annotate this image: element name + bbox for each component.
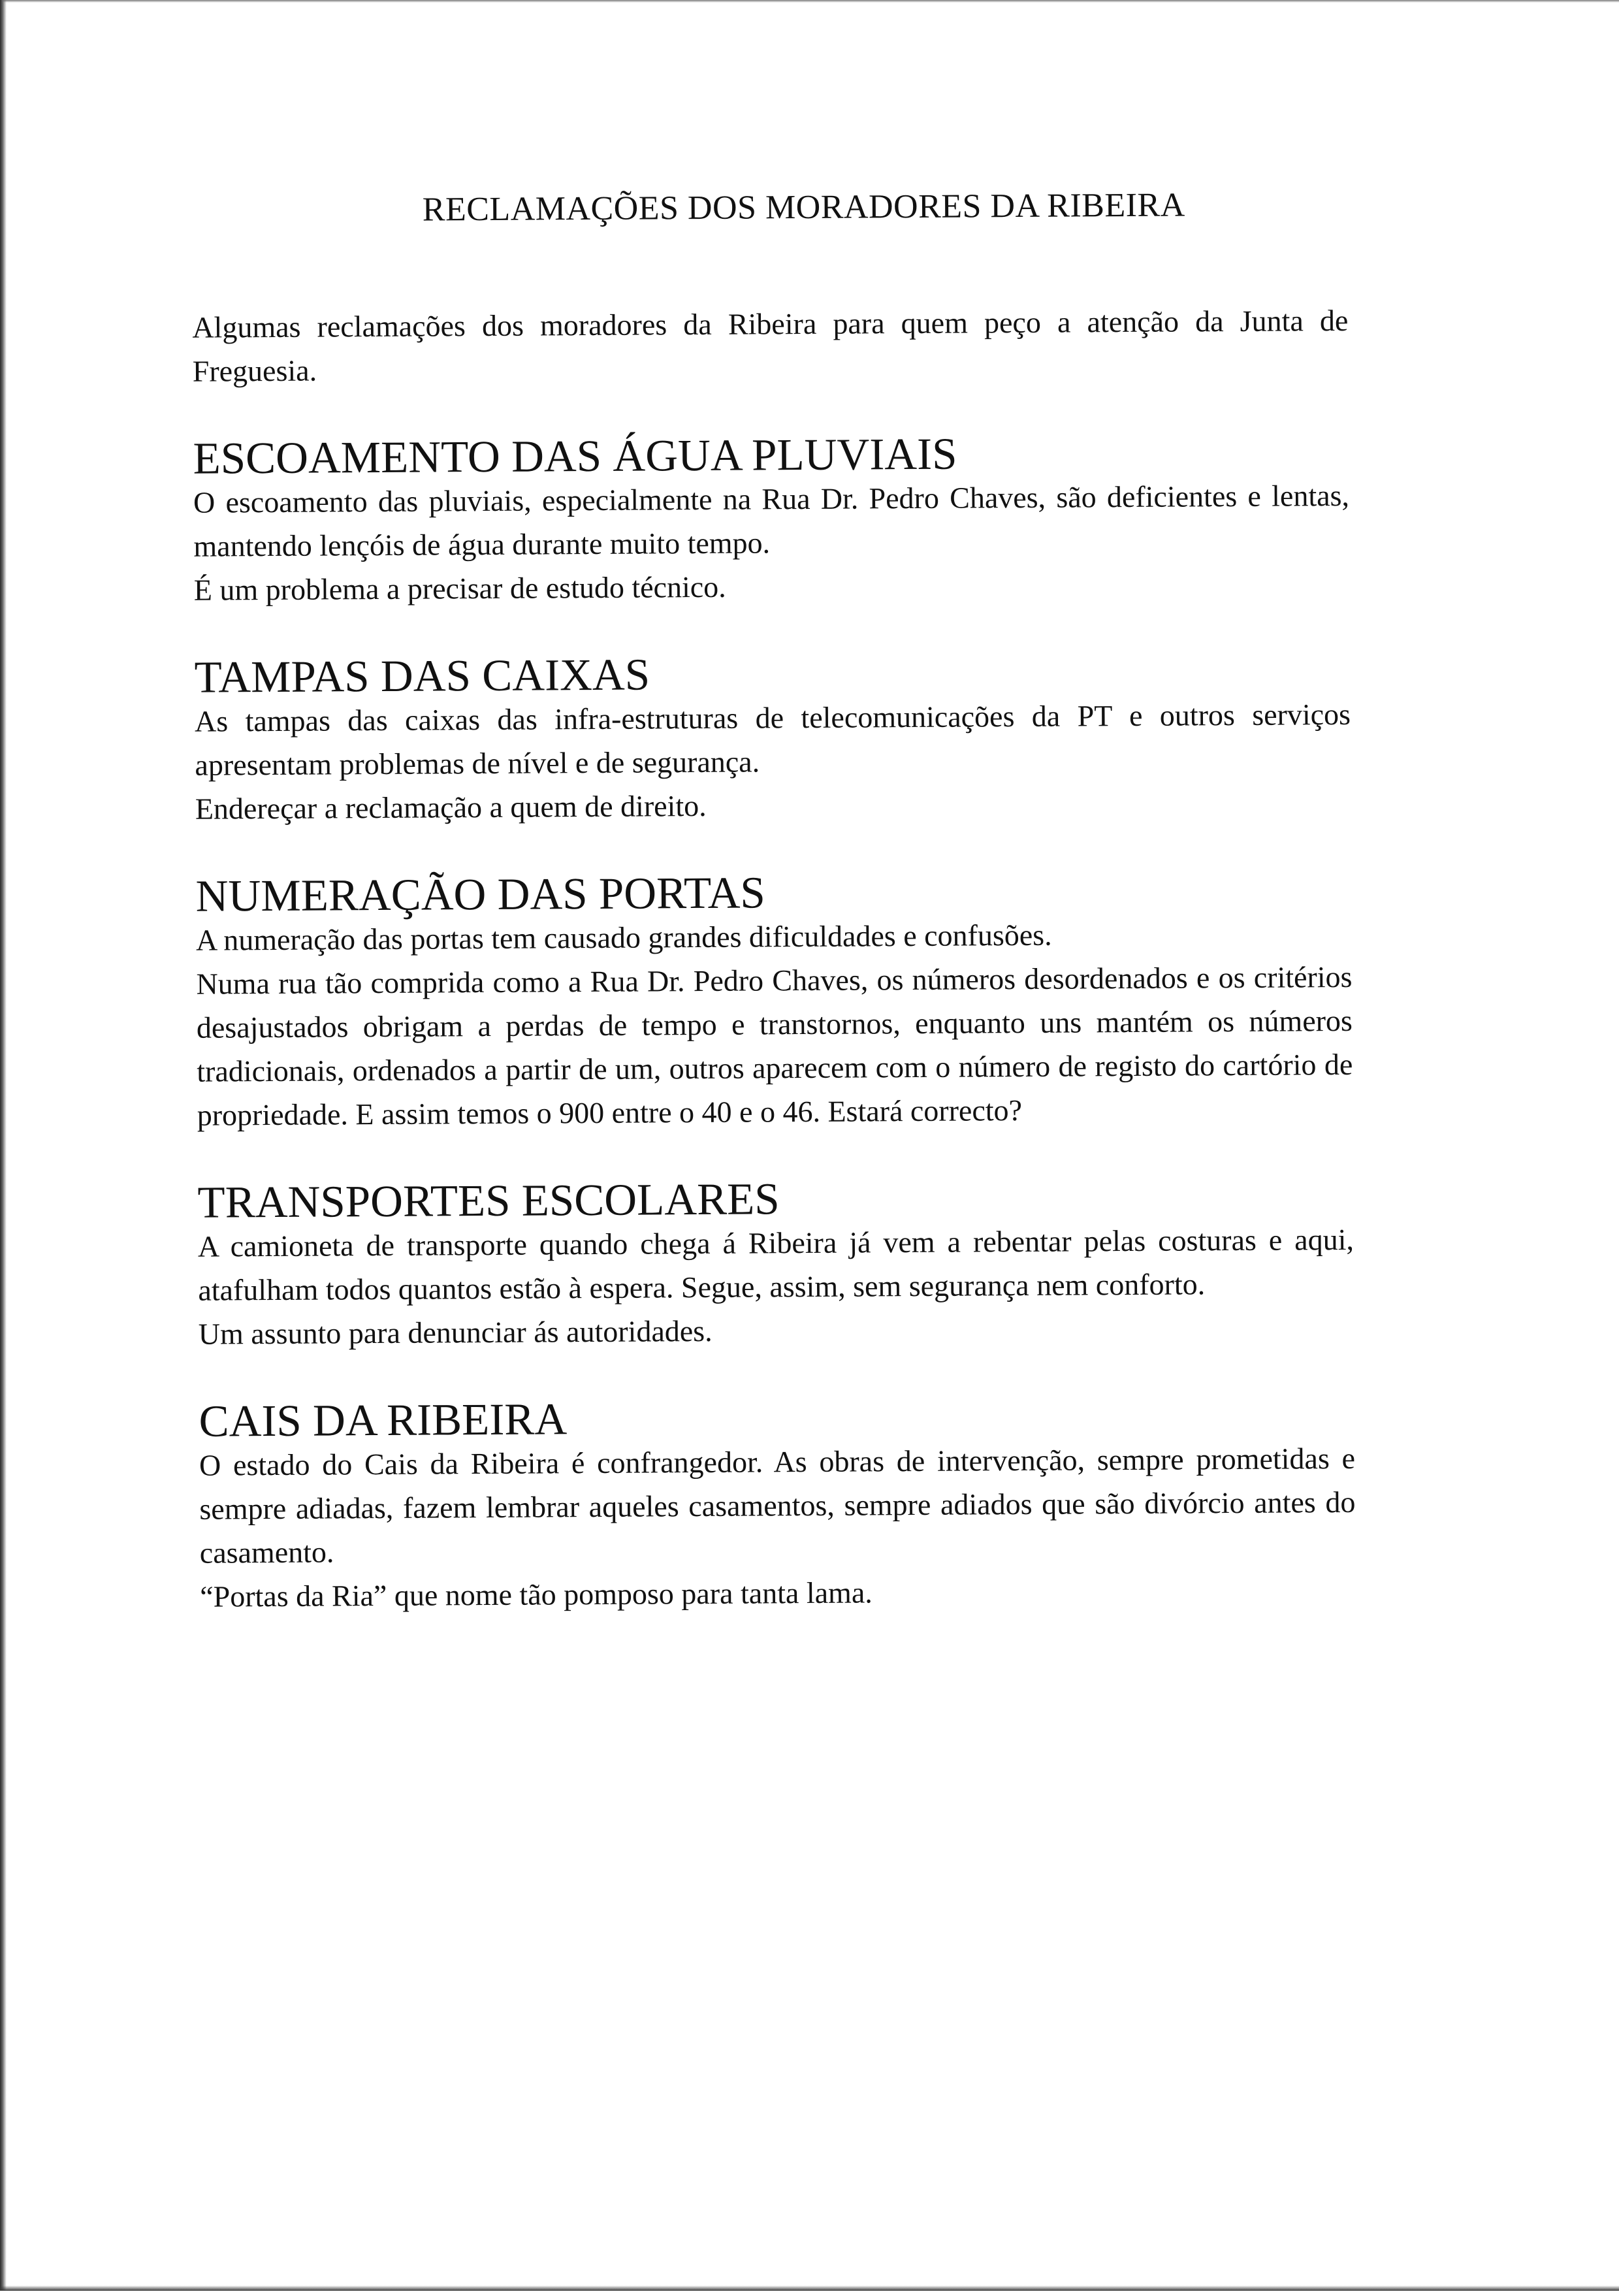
document-title: RECLAMAÇÕES DOS MORADORES DA RIBEIRA bbox=[422, 186, 1185, 229]
section-heading: CAIS DA RIBEIRA bbox=[199, 1394, 568, 1446]
section-heading: TRANSPORTES ESCOLARES bbox=[197, 1174, 780, 1227]
section-cais bbox=[199, 1393, 1356, 1619]
section-tampas bbox=[194, 649, 1351, 831]
section-paragraph: O escoamento das pluviais, especialmente na Rua Dr. Pedro Chaves, são deficientes e lentas, mantendo lençóis de água durante muito tempo. bbox=[193, 478, 1350, 563]
section-paragraph: As tampas das caixas das infra-estruturas de telecomunicações da PT e outros serviços apresentam problemas de nível e de segurança. bbox=[194, 697, 1351, 782]
section-paragraph: A numeração das portas tem causado grandes dificuldades e confusões. bbox=[195, 918, 1052, 957]
section-transportes bbox=[197, 1174, 1355, 1356]
section-paragraph: Numa rua tão comprida como a Rua Dr. Pedro Chaves, os números desordenados e os critérios desajustados obrigam a perdas de tempo e transtornos, enquanto uns mantém os números tradicionais, ordenados a partir de um, outros aparecem com o número de registo do cartório de propriedade. E assim temos o 900 entre o 40 e o 46. Estará correcto? bbox=[196, 960, 1353, 1132]
section-paragraph: O estado do Cais da Ribeira é confrangedor. As obras de intervenção, sempre prometidas e sempre adiadas, fazem lembrar aqueles casamentos, sempre adiados que são divórcio antes do casamento. bbox=[199, 1441, 1356, 1570]
section-heading: NUMERAÇÃO DAS PORTAS bbox=[195, 867, 766, 921]
intro-paragraph: Algumas reclamações dos moradores da Ribeira para quem peço a atenção da Junta de Freguesia. bbox=[192, 303, 1349, 388]
section-paragraph: “Portas da Ria” que nome tão pomposo para tanta lama. bbox=[200, 1576, 873, 1613]
section-paragraph: A camioneta de transporte quando chega á Ribeira já vem a rebentar pelas costuras e aqui, atafulham todos quantos estão à espera. Segue, assim, sem segurança nem conforto. bbox=[197, 1222, 1355, 1307]
section-heading: ESCOAMENTO DAS ÁGUA PLUVIAIS bbox=[193, 428, 957, 483]
document-body bbox=[192, 299, 1356, 1619]
section-escoamento bbox=[193, 430, 1350, 612]
section-numeracao bbox=[195, 867, 1353, 1137]
section-heading: TAMPAS DAS CAIXAS bbox=[194, 649, 650, 702]
section-paragraph: É um problema a precisar de estudo técnico. bbox=[193, 570, 726, 607]
section-paragraph: Um assunto para denunciar ás autoridades. bbox=[198, 1314, 713, 1351]
section-paragraph: Endereçar a reclamação a quem de direito. bbox=[195, 788, 707, 826]
